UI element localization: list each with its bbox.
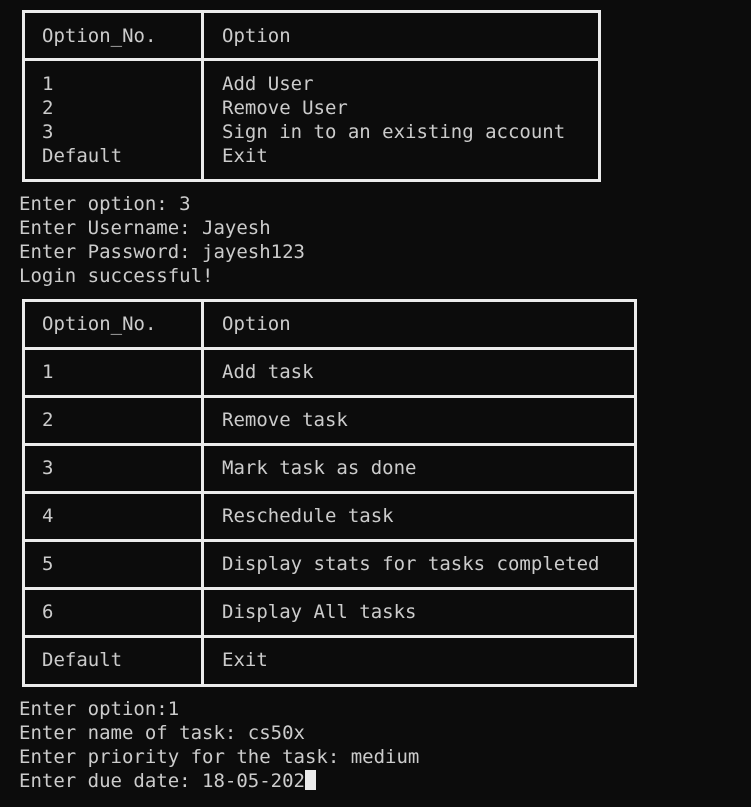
user-menu-row-no: 3	[42, 121, 54, 143]
output-line-enter-option: Enter option: 3	[19, 193, 191, 215]
task-menu-row-no: Default	[42, 649, 123, 671]
user-menu-row-option: Remove User	[222, 97, 348, 119]
task-menu-row-no: 1	[42, 361, 54, 383]
task-menu-row-divider	[22, 347, 637, 350]
task-menu-row-divider	[22, 635, 637, 638]
output-line-login-status: Login successful!	[19, 265, 214, 287]
output-line-task-name: Enter name of task: cs50x	[19, 722, 305, 744]
task-menu-row-option: Reschedule task	[222, 505, 394, 527]
task-menu-row-option: Mark task as done	[222, 457, 417, 479]
output-line-username: Enter Username: Jayesh	[19, 217, 271, 239]
task-menu-row-divider	[22, 491, 637, 494]
user-menu-row-no: 2	[42, 97, 54, 119]
task-menu-row-option: Display stats for tasks completed	[222, 553, 600, 575]
user-menu-column-divider	[201, 10, 204, 182]
user-menu-row-option: Sign in to an existing account	[222, 121, 566, 143]
user-menu-row-option: Exit	[222, 145, 268, 167]
output-line-task-priority: Enter priority for the task: medium	[19, 746, 420, 768]
input-line-text: Enter due date: 18-05-202	[19, 770, 305, 792]
output-line-password: Enter Password: jayesh123	[19, 241, 305, 263]
text-cursor	[305, 770, 316, 790]
task-menu-row-divider	[22, 395, 637, 398]
task-menu-row-no: 6	[42, 601, 54, 623]
user-menu-row-no: 1	[42, 73, 54, 95]
task-menu-row-option: Display All tasks	[222, 601, 417, 623]
user-menu-row-no: Default	[42, 145, 123, 167]
task-menu-row-option: Exit	[222, 649, 268, 671]
task-menu-row-divider	[22, 443, 637, 446]
task-menu-header-option-no: Option_No.	[42, 313, 157, 335]
user-menu-header-divider	[22, 58, 601, 61]
task-menu-row-option: Add task	[222, 361, 314, 383]
task-menu-row-no: 5	[42, 553, 54, 575]
task-menu-row-option: Remove task	[222, 409, 348, 431]
output-line-enter-option: Enter option:1	[19, 698, 180, 720]
input-line-due-date[interactable]	[19, 769, 316, 793]
task-menu-header-option: Option	[222, 313, 291, 335]
task-menu-row-no: 4	[42, 505, 54, 527]
user-menu-row-option: Add User	[222, 73, 314, 95]
task-menu-row-no: 2	[42, 409, 54, 431]
task-menu-row-divider	[22, 587, 637, 590]
user-menu-header-option: Option	[222, 25, 291, 47]
user-menu-header-option-no: Option_No.	[42, 25, 157, 47]
task-menu-row-divider	[22, 539, 637, 542]
task-menu-row-no: 3	[42, 457, 54, 479]
